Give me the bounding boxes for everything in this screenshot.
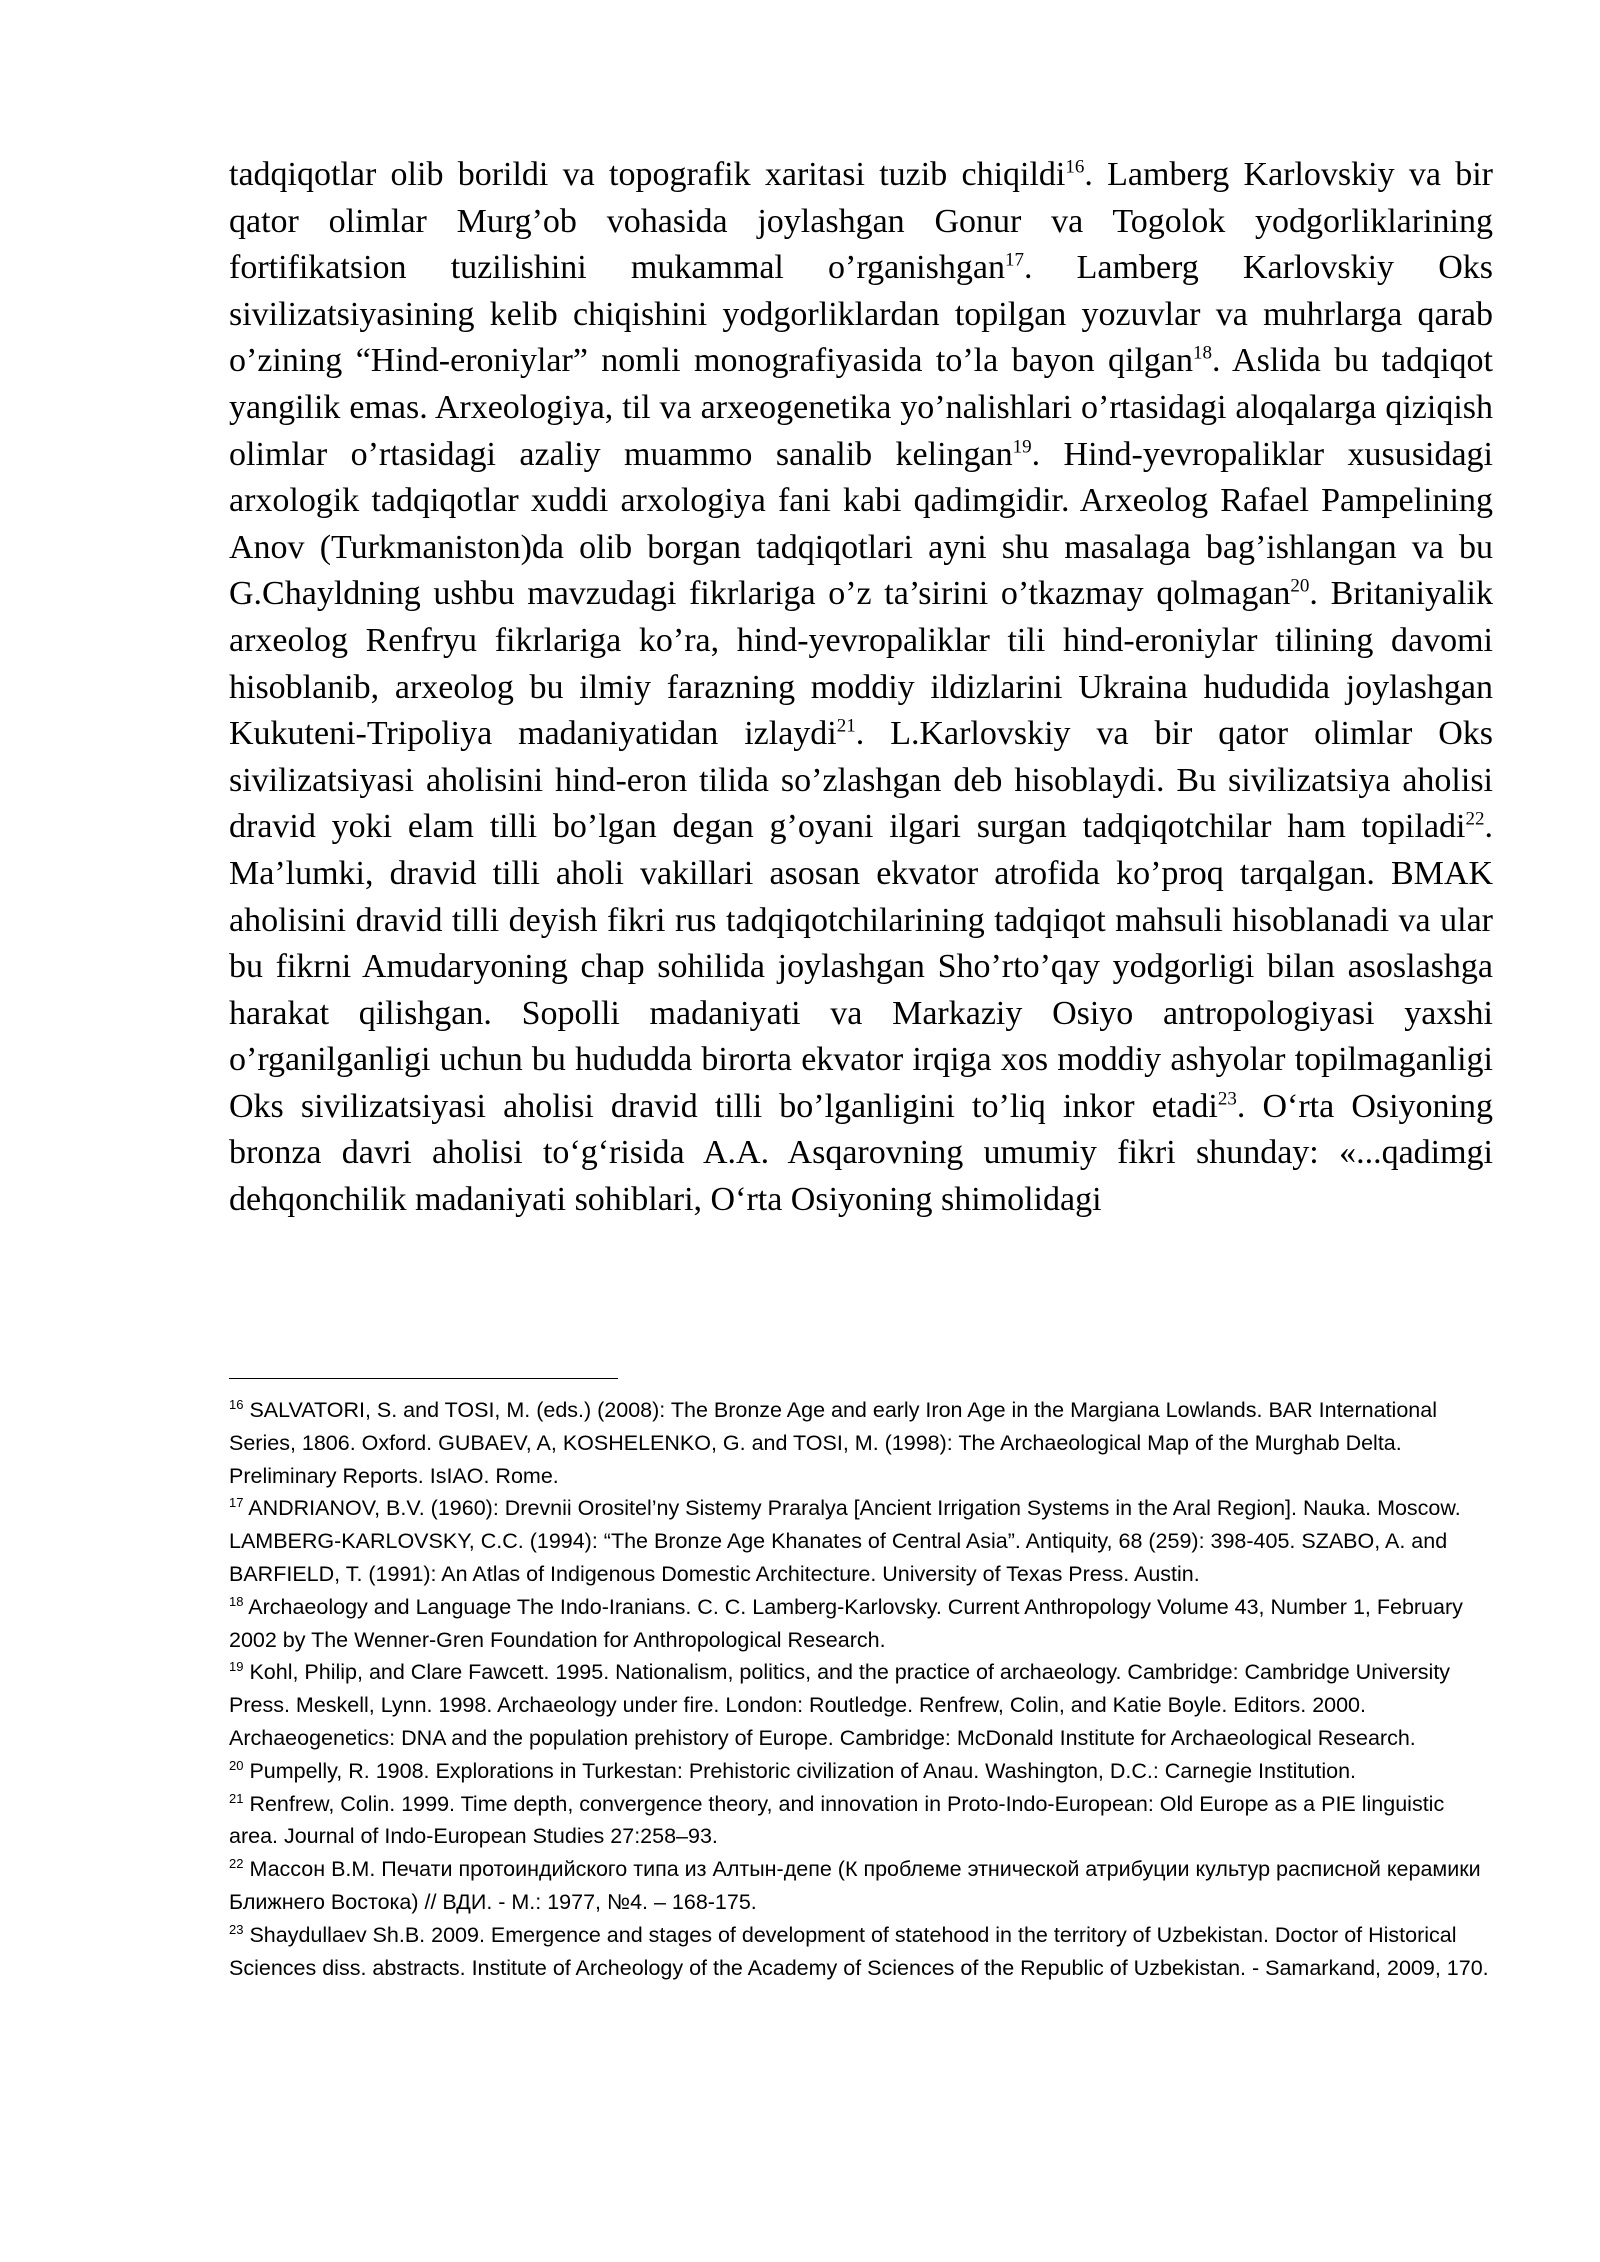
footnotes-section	[229, 1394, 1493, 1984]
footnote	[229, 1788, 1493, 1854]
footnote-number: 19	[229, 1659, 244, 1675]
footnote-ref[interactable]: 22	[1465, 808, 1485, 830]
footnote	[229, 1853, 1493, 1919]
footnote	[229, 1755, 1493, 1788]
footnote-text: Archaeology and Language The Indo-Iranians. C. C. Lamberg-Karlovsky. Current Anthropology Volume 43, Number 1, February 2002 by The Wenner-Gren Foundation for Anthropological Research.	[229, 1594, 1463, 1652]
footnote-ref[interactable]: 17	[1004, 249, 1024, 271]
footnote-text: SALVATORI, S. and TOSI, M. (eds.) (2008): The Bronze Age and early Iron Age in the Margiana Lowlands. BAR International Series, 1806. Oxford. GUBAEV, A, KOSHELENKO, G. and TOSI, M. (1998): The Archaeological Map of the Murghab Delta. Preliminary Reports. IsIAO. Rome.	[229, 1398, 1437, 1488]
footnote	[229, 1394, 1493, 1492]
body-text-segment: tadqiqotlar olib borildi va topografik xaritasi tuzib chiqildi	[229, 156, 1066, 193]
footnote-number: 17	[229, 1495, 244, 1511]
footnote-ref[interactable]: 23	[1217, 1088, 1237, 1110]
body-text-segment: . Lamberg Karlovskiy va bir qator olimlar Murg’ob vohasida joylashgan Gonur va Togolok yodgorliklarining fortifikatsion tuzilishini mukammal o’rganishgan	[229, 156, 1493, 287]
footnote-number: 21	[229, 1790, 244, 1806]
footnote-ref[interactable]: 19	[1012, 436, 1032, 458]
footnote-text: Pumpelly, R. 1908. Explorations in Turkestan: Prehistoric civilization of Anau. Washington, D.C.: Carnegie Institution.	[243, 1758, 1357, 1783]
footnote-text: ANDRIANOV, B.V. (1960): Drevnii Orositel’ny Sistemy Praralya [Ancient Irrigation Systems in the Aral Region]. Nauka. Moscow. LAMBERG-KARLOVSKY, C.C. (1994): “The Bronze Age Khanates of Central Asia”. Antiquity, 68 (259): 398-405. SZABO, A. and BARFIELD, T. (1991): An Atlas of Indigenous Domestic Architecture. University of Texas Press. Austin.	[229, 1496, 1461, 1586]
footnote-ref[interactable]: 18	[1193, 343, 1213, 365]
body-paragraph	[229, 152, 1493, 1224]
footnote-ref[interactable]: 16	[1065, 156, 1085, 178]
body-text-segment: . Britaniyalik arxeolog Renfryu fikrlariga ko’ra, hind-yevropaliklar tili hind-eroniylar tilining davomi hisoblanib, arxeolog bu ilmiy farazning moddiy ildizlarini Ukraina hududida joylashgan Kukuteni-Tripoliya madaniyatidan izlaydi	[229, 575, 1493, 753]
footnote-number: 16	[229, 1396, 244, 1412]
footnote-number: 22	[229, 1856, 244, 1871]
footnote-text: Массон В.М. Печати протоиндийского типа из Алтын-депе (К проблеме этнической атрибуции культур расписной керамики Ближнего Востока) // ВДИ. - М.: 1977, №4. – 168-175.	[229, 1857, 1481, 1914]
footnote	[229, 1919, 1493, 1985]
footnote-ref[interactable]: 21	[836, 715, 856, 737]
body-text-segment: . Ma’lumki, dravid tilli aholi vakillari asosan ekvator atrofida ko’proq tarqalgan. BMAK aholisini dravid tilli deyish fikri rus tadqiqotchilarining tadqiqot mahsuli hisoblanadi va ular bu fikrni Amudaryoning chap sohilida joylashgan Sho’rto’qay yodgorligi bilan asoslashga harakat qilishgan. Sopolli madaniyati va Markaziy Osiyo antropologiyasi yaxshi o’rganilganligi uchun bu hududda birorta ekvator irqiga xos moddiy ashyolar topilmaganligi Oks sivilizatsiyasi aholisi dravid tilli bo’lganligini to’liq inkor etadi	[229, 808, 1493, 1125]
footnote	[229, 1656, 1493, 1754]
body-text-segment: . O‘rta Osiyoning bronza davri aholisi to‘g‘risida A.A. Asqarovning umumiy fikri shunday: «...qadimgi dehqonchilik madaniyati sohiblari, O‘rta Osiyoning shimolidagi	[229, 1087, 1494, 1219]
footnote-ref[interactable]: 20	[1290, 576, 1310, 598]
footnote-separator	[229, 1378, 618, 1379]
footnote-text: Renfrew, Colin. 1999. Time depth, convergence theory, and innovation in Proto-Indo-European: Old Europe as a PIE linguistic area. Journal of Indo-European Studies 27:258–93.	[229, 1791, 1445, 1849]
footnote	[229, 1591, 1493, 1657]
body-text-segment: . Aslida bu tadqiqot yangilik emas. Arxeologiya, til va arxeogenetika yo’nalishlari o’rtasidagi aloqalarga qiziqish olimlar o’rtasidagi azaliy muammo sanalib kelingan	[229, 342, 1493, 473]
footnote-number: 18	[229, 1593, 244, 1609]
footnote-text: Shaydullaev Sh.B. 2009. Emergence and stages of development of statehood in the territory of Uzbekistan. Doctor of Historical Sciences diss. abstracts. Institute of Archeology of the Academy of Sciences of the Republic of Uzbekistan. - Samarkand, 2009, 170.	[229, 1922, 1489, 1980]
footnote-number: 20	[229, 1757, 244, 1773]
footnote	[229, 1492, 1493, 1590]
footnote-number: 23	[229, 1921, 244, 1937]
body-text-segment: . Lamberg Karlovskiy Oks sivilizatsiyasining kelib chiqishini yodgorliklardan topilgan yozuvlar va muhrlarga qarab o’zining “Hind-eroniylar” nomli monografiyasida to’la bayon qilgan	[229, 249, 1493, 380]
body-text-segment: . L.Karlovskiy va bir qator olimlar Oks sivilizatsiyasi aholisini hind-eron tilida so’zlashgan deb hisoblaydi. Bu sivilizatsiya aholisi dravid yoki elam tilli bo’lgan degan g’oyani ilgari surgan tadqiqotchilar ham topiladi	[229, 715, 1493, 846]
body-text-segment: . Hind-yevropaliklar xususidagi arxologik tadqiqotlar xuddi arxologiya fani kabi qadimgidir. Arxeolog Rafael Pampelining Anov (Turkmaniston)da olib borgan tadqiqotlari ayni shu masalaga bag’ishlangan va bu G.Chayldning ushbu mavzudagi fikrlariga o’z ta’sirini o’tkazmay qolmagan	[229, 435, 1493, 613]
footnote-text: Kohl, Philip, and Clare Fawcett. 1995. Nationalism, politics, and the practice of archaeology. Cambridge: Cambridge University Press. Meskell, Lynn. 1998. Archaeology under fire. London: Routledge. Renfrew, Colin, and Katie Boyle. Editors. 2000. Archaeogenetics: DNA and the population prehistory of Europe. Cambridge: McDonald Institute for Archaeological Research.	[229, 1660, 1451, 1750]
